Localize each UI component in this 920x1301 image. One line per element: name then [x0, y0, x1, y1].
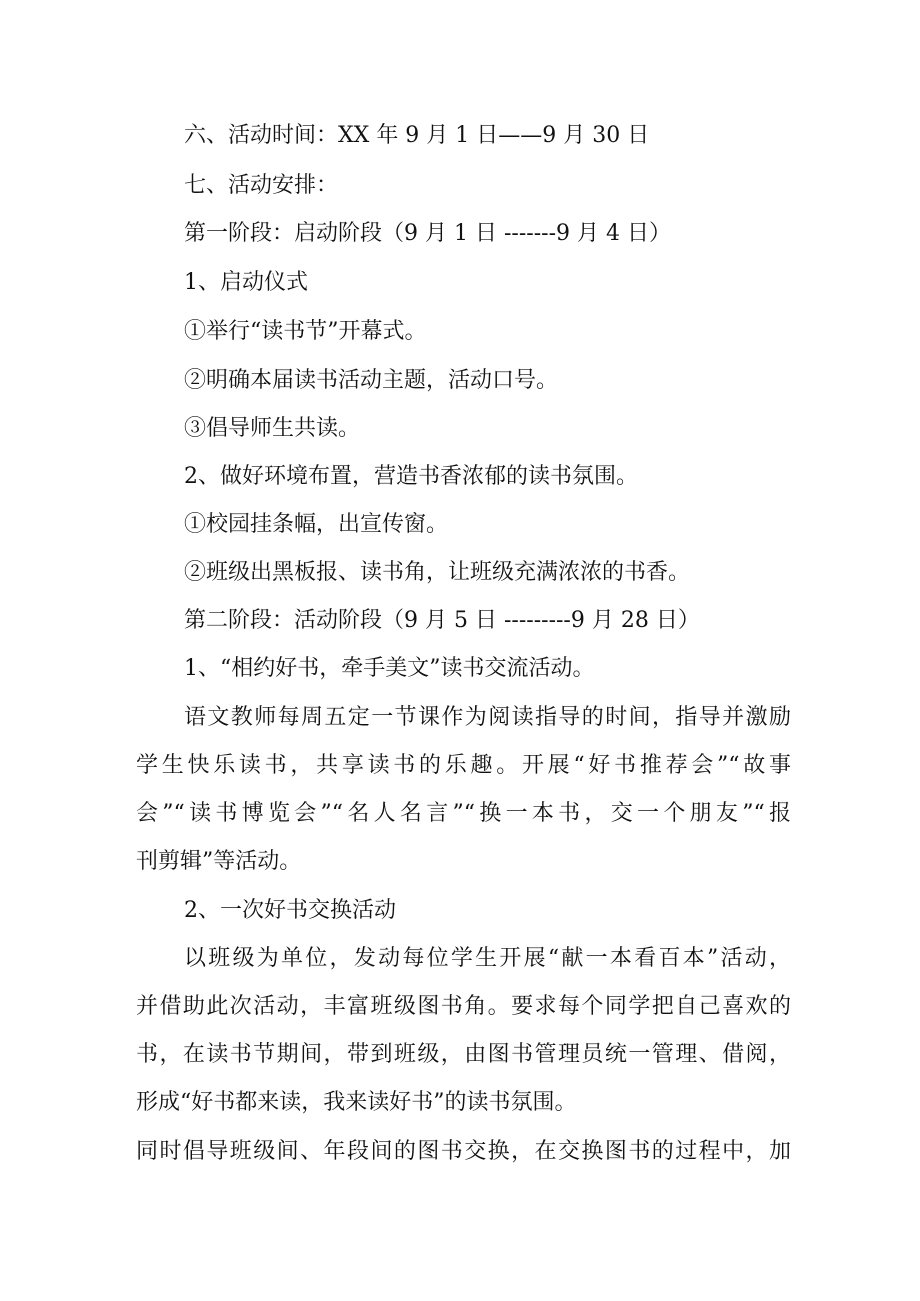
text-line: ①举行“读书节”开幕式。 — [184, 319, 427, 344]
text-line: 同时倡导班级间、年段间的图书交换，在交换图书的过程中，加 — [136, 1139, 791, 1164]
text-line: 以班级为单位，发动每位学生开展“献一本看百本”活动， — [184, 946, 791, 971]
text-line: 并借助此次活动，丰富班级图书角。要求每个同学把自己喜欢的 — [136, 994, 791, 1019]
text-line: 六、活动时间：XX 年 9 月 1 日——9 月 30 日 — [184, 123, 650, 148]
text-line: ③倡导师生共读。 — [184, 416, 361, 441]
text-line: 书，在读书节期间，带到班级，由图书管理员统一管理、借阅， — [136, 1042, 791, 1067]
text-line: 1、“相约好书，牵手美文”读书交流活动。 — [184, 656, 595, 681]
text-line: 形成“好书都来读，我来读好书”的读书氛围。 — [136, 1090, 577, 1115]
text-line: 刊剪辑”等活动。 — [136, 849, 302, 874]
text-line: 学生快乐读书，共享读书的乐趣。开展“好书推荐会”“故事 — [136, 753, 791, 778]
text-line: 会”“读书博览会”“名人名言”“换一本书，交一个朋友”“报 — [136, 801, 791, 826]
text-line: 语文教师每周五定一节课作为阅读指导的时间，指导并激励 — [184, 705, 791, 730]
text-line: ②班级出黑板报、读书角，让班级充满浓浓的书香。 — [184, 560, 691, 585]
text-line: ①校园挂条幅，出宣传窗。 — [184, 512, 449, 537]
text-line: 2、一次好书交换活动 — [184, 898, 396, 923]
text-line: 2、做好环境布置，营造书香浓郁的读书氛围。 — [184, 464, 638, 489]
text-line: ②明确本届读书活动主题，活动口号。 — [184, 368, 559, 393]
text-line: 第二阶段：活动阶段（9 月 5 日 ---------9 月 28 日） — [184, 608, 700, 633]
text-line: 1、启动仪式 — [184, 270, 308, 295]
text-line: 第一阶段：启动阶段（9 月 1 日 -------9 月 4 日） — [184, 221, 671, 246]
text-line: 七、活动安排： — [184, 173, 339, 198]
